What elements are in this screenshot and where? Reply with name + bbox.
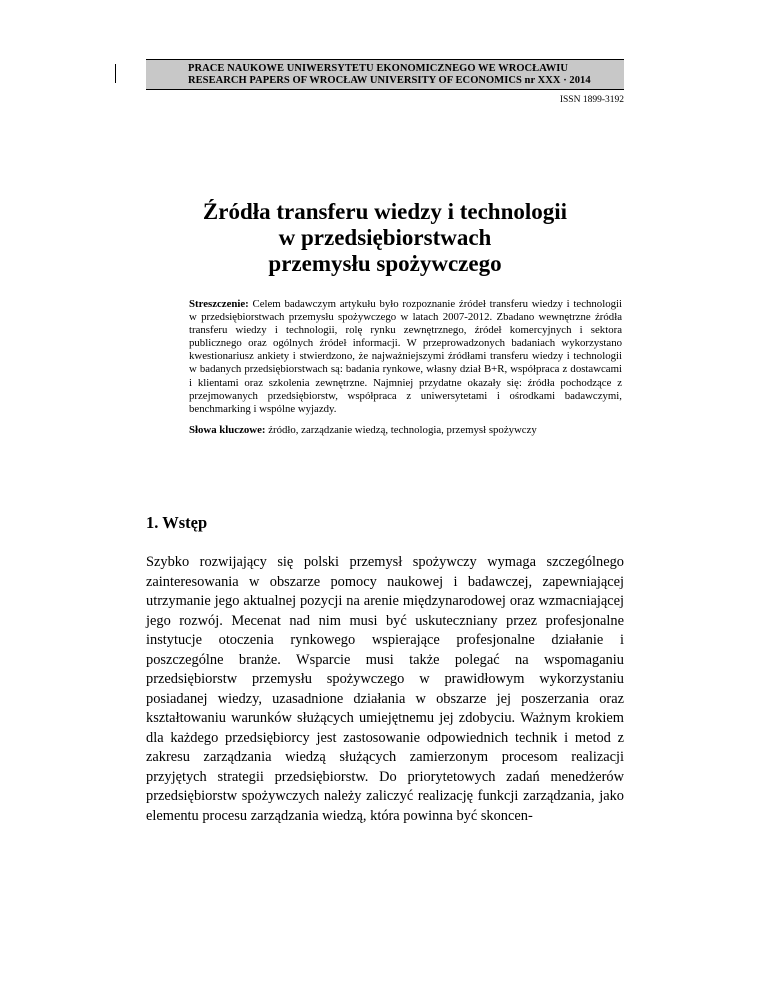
abstract-text: Celem badawczym artykułu było rozpoznanie źródeł transferu wiedzy i technologii w przedsiębiorstwach przemysłu spożywczego w latach 2007-2012. Zbadano wewnętrzne źródła transferu wiedzy i technologii, rolę rynku zewnętrznego, źródeł komercyjnych i sektora publicznego oraz ogólnych źródeł informacji. W przeprowadzonych badaniach wykorzystano kwestionariusz ankiety i stwierdzono, że najważniejszymi źródłami transferu wiedzy i technologii w badanych przedsiębiorstwach są: badania rynkowe, własny dział B+R, współpraca z dostawcami i klientami oraz szkolenia zewnętrzne. Najmniej przydatne okazały się: źródła pochodzące z przejmowanych przedsiębiorstw, współpraca z uniwersytetami i ośrodkami badawczymi, benchmarking i wspólne wyjazdy.	[189, 298, 622, 415]
body-paragraph: Szybko rozwijający się polski przemysł spożywczy wymaga szczególnego zainteresowania w obszarze pomocy naukowej i badawczej, zapewniającej utrzymanie jego aktualnej pozycji na arenie międzynarodowej oraz wzmacniającej jego rozwój. Mecenat nad nim musi być uskuteczniany przez profesjonalne instytucje otoczenia rynkowego wspierające profesjonalne działanie i poszczególne branże. Wsparcie musi także polegać na wspomaganiu przedsiębiorstw przemysłu spożywczego w prawidłowym wykorzystaniu posiadanej wiedzy, uzasadnione działania w obszarze jej poszerzania oraz kształtowaniu warunków służących umiejętnemu jej zdobyciu. Ważnym krokiem dla każdego przedsiębiorcy jest zastosowanie odpowiednich technik i metod z zakresu zarządzania wiedzą służących zamierzonym procesom realizacji przyjętych strategii przedsiębiorstw. Do priorytetowych zadań menedżerów przedsiębiorstw spożywczych należy zaliczyć realizację funkcji zarządzania, jako elementu procesu zarządzania wiedzą, która powinna być skoncen-	[146, 554, 624, 824]
keywords-text: źródło, zarządzanie wiedzą, technologia, przemysł spożywczy	[268, 424, 537, 436]
section-heading: 1. Wstęp	[146, 513, 208, 532]
journal-header	[188, 63, 624, 87]
title-line-1: Źródła transferu wiedzy i technologii	[202, 199, 568, 224]
issn: ISSN 1899-3192	[559, 95, 624, 105]
title-line-2: w przedsiębiorstwach	[278, 225, 492, 250]
header-rule-bottom	[146, 89, 624, 90]
abstract-label: Streszczenie:	[189, 298, 249, 310]
margin-change-bar	[115, 64, 116, 83]
keywords	[189, 424, 622, 437]
abstract	[189, 298, 622, 416]
title-line-3: przemysłu spożywczego	[268, 251, 502, 276]
journal-name-english: RESEARCH PAPERS OF WROCŁAW UNIVERSITY OF ECONOMICS nr XXX · 2014	[188, 75, 591, 86]
keywords-label: Słowa kluczowe:	[189, 424, 266, 436]
paper-title	[146, 199, 624, 277]
journal-name-polish: PRACE NAUKOWE UNIWERSYTETU EKONOMICZNEGO WE WROCŁAWIU	[188, 63, 569, 74]
